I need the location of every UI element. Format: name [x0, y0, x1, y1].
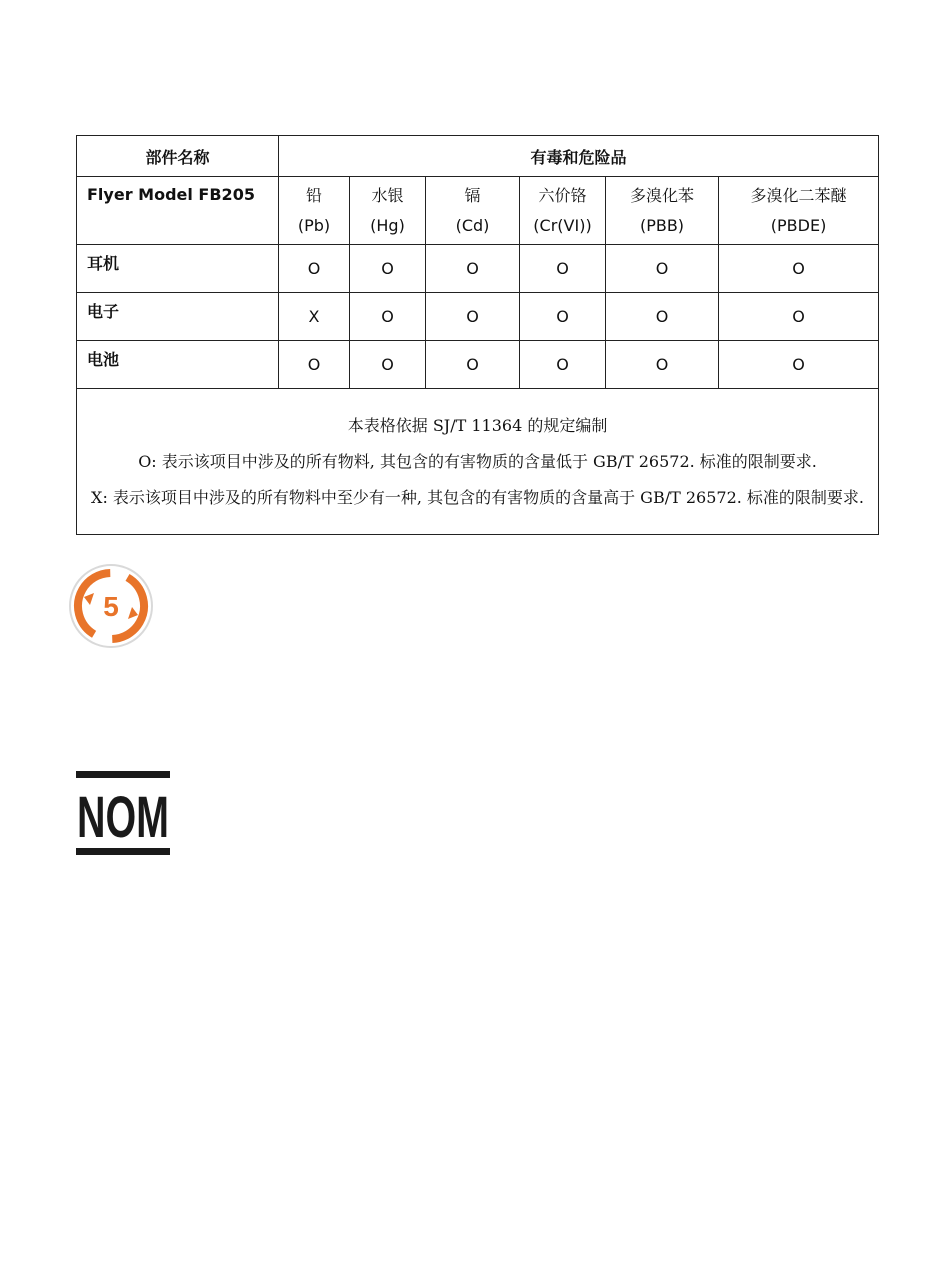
- note-standard: 本表格依据 SJ/T 11364 的规定编制: [347, 415, 608, 435]
- substance-header-row: [77, 177, 879, 245]
- substance-value: O: [606, 293, 719, 341]
- part-name-header: 部件名称: [77, 136, 279, 177]
- substance-name: 多溴化苯: [629, 185, 694, 205]
- table-row: [77, 245, 879, 293]
- substance-header: [520, 177, 606, 245]
- substance-symbol: (Hg): [370, 215, 405, 235]
- substance-name: 水银: [371, 185, 404, 205]
- part-name: 电子: [77, 293, 279, 341]
- substance-value: O: [279, 341, 350, 389]
- hazardous-substances-table: [76, 135, 879, 535]
- part-name: 电池: [77, 341, 279, 389]
- substance-value: O: [426, 293, 520, 341]
- substance-value: O: [350, 293, 426, 341]
- substance-name: 镉: [464, 185, 481, 205]
- substance-value: O: [520, 341, 606, 389]
- epup-number: 5: [103, 591, 119, 622]
- note-o-definition: O: 表示该项目中涉及的所有物料, 其包含的有害物质的含量低于 GB/T 26572. 标准的限制要求.: [138, 451, 817, 471]
- table-row: [77, 341, 879, 389]
- hazardous-substances-header: 有毒和危险品: [279, 136, 879, 177]
- note-x-definition: X: 表示该项目中涉及的所有物料中至少有一种, 其包含的有害物质的含量高于 GB/T 26572. 标准的限制要求.: [91, 487, 865, 507]
- substance-value: O: [719, 245, 879, 293]
- notes-row: [77, 389, 879, 535]
- notes-cell: [77, 389, 879, 535]
- substance-header: [606, 177, 719, 245]
- substance-name: 多溴化二苯醚: [750, 185, 847, 205]
- substance-value: O: [350, 245, 426, 293]
- substance-name: 六价铬: [538, 185, 587, 205]
- substance-value: X: [279, 293, 350, 341]
- substance-name: 铅: [305, 185, 322, 205]
- substance-symbol: (PBDE): [770, 215, 827, 235]
- substance-value: O: [606, 341, 719, 389]
- epup-5-year-icon: [68, 563, 154, 649]
- substance-value: O: [279, 245, 350, 293]
- substance-value: O: [426, 245, 520, 293]
- substance-header: [719, 177, 879, 245]
- substance-value: O: [520, 293, 606, 341]
- table-row: [77, 293, 879, 341]
- substance-value: O: [520, 245, 606, 293]
- substance-symbol: (PBB): [639, 215, 685, 235]
- nom-text: NOM: [77, 785, 169, 850]
- substance-header: [279, 177, 350, 245]
- substance-value: O: [606, 245, 719, 293]
- substance-symbol: (Cr(VI)): [533, 215, 592, 235]
- substance-header: [350, 177, 426, 245]
- substance-value: O: [350, 341, 426, 389]
- substance-value: O: [426, 341, 520, 389]
- model-name: Flyer Model FB205: [77, 177, 279, 245]
- substance-value: O: [719, 293, 879, 341]
- table-header-row: [77, 136, 879, 177]
- substance-symbol: (Pb): [297, 215, 331, 235]
- part-name: 耳机: [77, 245, 279, 293]
- substance-header: [426, 177, 520, 245]
- nom-logo: [76, 771, 170, 855]
- substance-value: O: [719, 341, 879, 389]
- substance-symbol: (Cd): [455, 215, 490, 235]
